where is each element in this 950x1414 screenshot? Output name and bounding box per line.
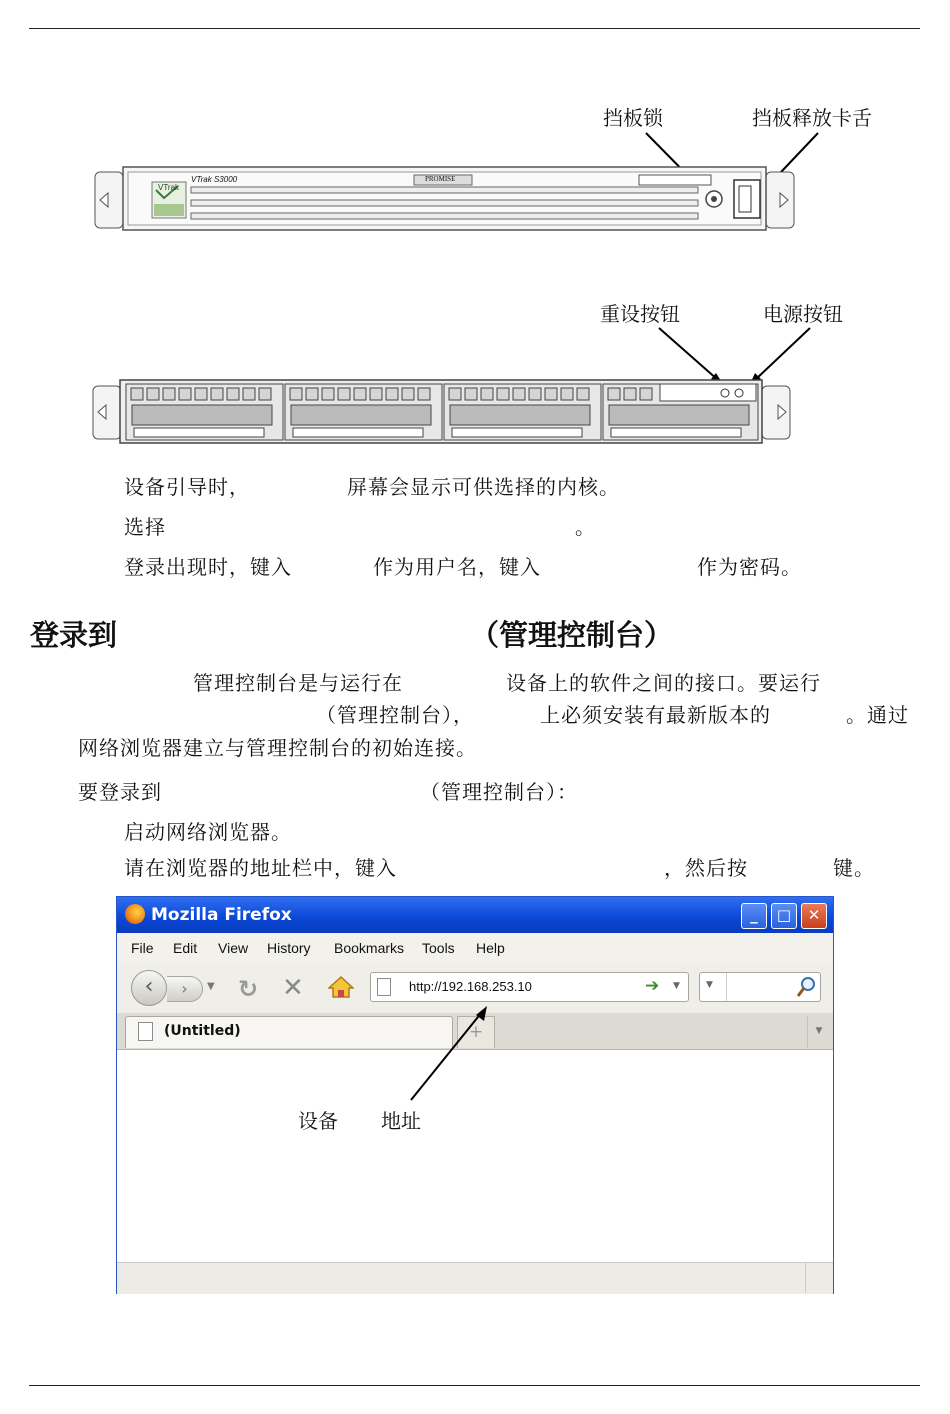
menu-file[interactable]: File	[131, 940, 154, 956]
menu-tools[interactable]: Tools	[422, 940, 455, 956]
boot-step-1b: 屏幕会显示可供选择的内核。	[347, 475, 620, 499]
url-input[interactable]: http://192.168.253.10	[409, 979, 532, 994]
callout-power-button: 电源按钮	[763, 302, 843, 326]
search-icon[interactable]	[796, 976, 816, 1002]
para-line2-a: （管理控制台），	[316, 703, 474, 727]
header-rule	[29, 28, 920, 29]
search-divider	[726, 973, 727, 1001]
maximize-button[interactable]	[771, 903, 797, 929]
url-callout-arrow	[400, 1000, 600, 1120]
back-arrow-icon: ‹	[144, 974, 154, 999]
boot-step-3c: 作为密码。	[697, 555, 802, 579]
go-arrow-icon[interactable]: ➔	[645, 976, 660, 996]
page-icon	[377, 978, 391, 996]
title-bar	[117, 897, 833, 933]
search-bar[interactable]	[699, 972, 821, 1002]
close-icon: ✕	[807, 906, 821, 924]
section-heading-b: （管理控制台）	[470, 618, 674, 652]
minimize-icon: _	[750, 906, 758, 924]
callout-bezel-release: 挡板释放卡舌	[752, 106, 872, 130]
para-line1-a: 管理控制台是与运行在	[193, 671, 403, 695]
para-line2-b: 上必须安装有最新版本的	[540, 703, 771, 727]
forward-arrow-icon: ›	[181, 979, 188, 998]
footer-rule	[29, 1385, 920, 1386]
para-line3: 网络浏览器建立与管理控制台的初始连接。	[78, 736, 477, 760]
search-engine-dropdown-icon[interactable]: ▼	[706, 980, 713, 990]
boot-step-1a: 设备引导时，	[124, 475, 250, 499]
close-button[interactable]	[801, 903, 827, 929]
menu-help[interactable]: Help	[476, 940, 505, 956]
login-step-2c: 键。	[833, 856, 875, 880]
new-tab-button[interactable]: +	[457, 1016, 495, 1048]
resize-grip-icon[interactable]	[805, 1263, 830, 1293]
menu-bookmarks[interactable]: Bookmarks	[334, 940, 405, 956]
boot-step-3a: 登录出现时，键入	[124, 555, 292, 579]
home-icon[interactable]	[328, 975, 354, 1003]
login-step-2b: ，然后按	[664, 856, 748, 880]
reload-icon[interactable]: ↻	[238, 975, 259, 1003]
para-line1-b: 设备上的软件之间的接口。要运行	[506, 671, 821, 695]
boot-step-3b: 作为用户名，键入	[373, 555, 541, 579]
url-bar[interactable]	[370, 972, 689, 1002]
tab-page-icon	[138, 1022, 153, 1041]
status-bar	[117, 1262, 833, 1294]
url-dropdown-icon[interactable]: ▼	[673, 981, 680, 991]
tab-label: (Untitled)	[164, 1023, 241, 1039]
menu-bar	[117, 933, 833, 963]
device-model-label: VTrak S3000	[191, 175, 238, 184]
callout-bezel-lock: 挡板锁	[603, 106, 663, 130]
menu-edit[interactable]: Edit	[173, 940, 198, 956]
bezel-logo-text: VTrak	[158, 183, 180, 192]
login-intro-a: 要登录到	[78, 780, 162, 804]
login-step-1: 启动网络浏览器。	[124, 820, 292, 844]
login-intro-b: （管理控制台）：	[420, 780, 578, 804]
forward-button[interactable]	[167, 976, 203, 1002]
device-brand-label: PROMISE	[425, 175, 456, 183]
history-dropdown-icon[interactable]: ▼	[207, 981, 215, 992]
section-heading-a: 登录到	[30, 618, 118, 652]
firefox-logo-icon	[125, 904, 145, 924]
stop-icon[interactable]: ✕	[282, 973, 304, 1003]
boot-step-2a: 选择	[124, 515, 166, 539]
menu-history[interactable]: History	[267, 940, 311, 956]
callout-device-a: 设备	[298, 1109, 338, 1133]
para-line2-c: 。通过	[846, 703, 909, 727]
login-step-2a: 请在浏览器的地址栏中，键入	[124, 856, 397, 880]
callout-device-b: 地址	[381, 1109, 421, 1133]
window-title: Mozilla Firefox	[151, 905, 292, 925]
minimize-button[interactable]	[741, 903, 767, 929]
drive-bay-figure	[0, 320, 950, 450]
callout-reset-button: 重设按钮	[600, 302, 680, 326]
boot-step-2b: 。	[575, 515, 596, 539]
back-button[interactable]	[131, 970, 167, 1006]
tab-list-dropdown-icon[interactable]: ▼	[807, 1016, 830, 1048]
maximize-icon: □	[776, 906, 792, 924]
menu-view[interactable]: View	[218, 940, 249, 956]
